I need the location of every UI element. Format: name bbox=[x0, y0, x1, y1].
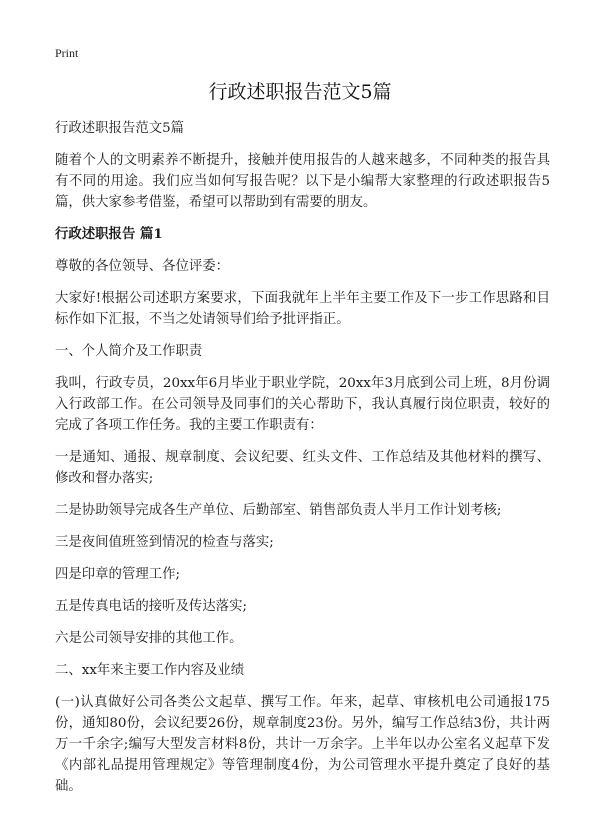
page-title: 行政述职报告范文5篇 bbox=[208, 81, 392, 103]
opening-paragraph: 大家好!根据公司述职方案要求，下面我就年上半年主要工作及下一步工作思路和目标作如下汇报，不当之处请领导们给予批评指正。 bbox=[55, 291, 550, 327]
section-title: 二、xx年来主要工作内容及业绩 bbox=[55, 663, 245, 678]
duty-item: 三是夜间值班签到情况的检查与落实; bbox=[55, 535, 274, 550]
work-paragraph: (一)认真做好公司各类公文起草、撰写工作。年来，起草、审核机电公司通报175份，通知80份，会议纪要26份，规章制度23份。另外，编写工作总结3份，共计两万一千余字;编写大型发言材料8份，共计一万余字。上半年以办公室名义起草下发《内部礼品提用管理规定》等管理制度4份，为公司管理水平提升奠定了良好的基础。 bbox=[55, 695, 550, 794]
duty-item: 二是协助领导完成各生产单位、后勤部室、销售部负责人半月工作计划考核; bbox=[55, 503, 502, 518]
section-heading: 行政述职报告 篇1 bbox=[55, 226, 163, 242]
section-title: 一、个人简介及工作职责 bbox=[55, 344, 203, 359]
document-subtitle: 行政述职报告范文5篇 bbox=[55, 121, 185, 136]
duty-item: 五是传真电话的接听及传达落实; bbox=[55, 599, 247, 614]
duty-item: 一是通知、通报、规章制度、会议纪要、红头文件、工作总结及其他材料的撰写、修改和督办落实; bbox=[55, 450, 550, 486]
document-body bbox=[55, 118, 550, 808]
print-label[interactable]: Print bbox=[55, 46, 79, 60]
bio-paragraph: 我叫，行政专员，20xx年6月毕业于职业学院，20xx年3月底到公司上班，8月份调入行政部工作。在公司领导及同事们的关心帮助下，我认真履行岗位职责，较好的完成了各项工作任务。我的主要工作职责有： bbox=[55, 376, 550, 433]
duty-item: 六是公司领导安排的其他工作。 bbox=[55, 631, 243, 646]
salutation: 尊敬的各位领导、各位评委： bbox=[55, 259, 230, 274]
intro-paragraph: 随着个人的文明素养不断提升，接触并使用报告的人越来越多，不同种类的报告具有不同的用途。我们应当如何写报告呢？以下是小编帮大家整理的行政述职报告5篇，供大家参考借鉴，希望可以帮助到有需要的朋友。 bbox=[55, 153, 550, 210]
duty-item: 四是印章的管理工作; bbox=[55, 567, 181, 582]
